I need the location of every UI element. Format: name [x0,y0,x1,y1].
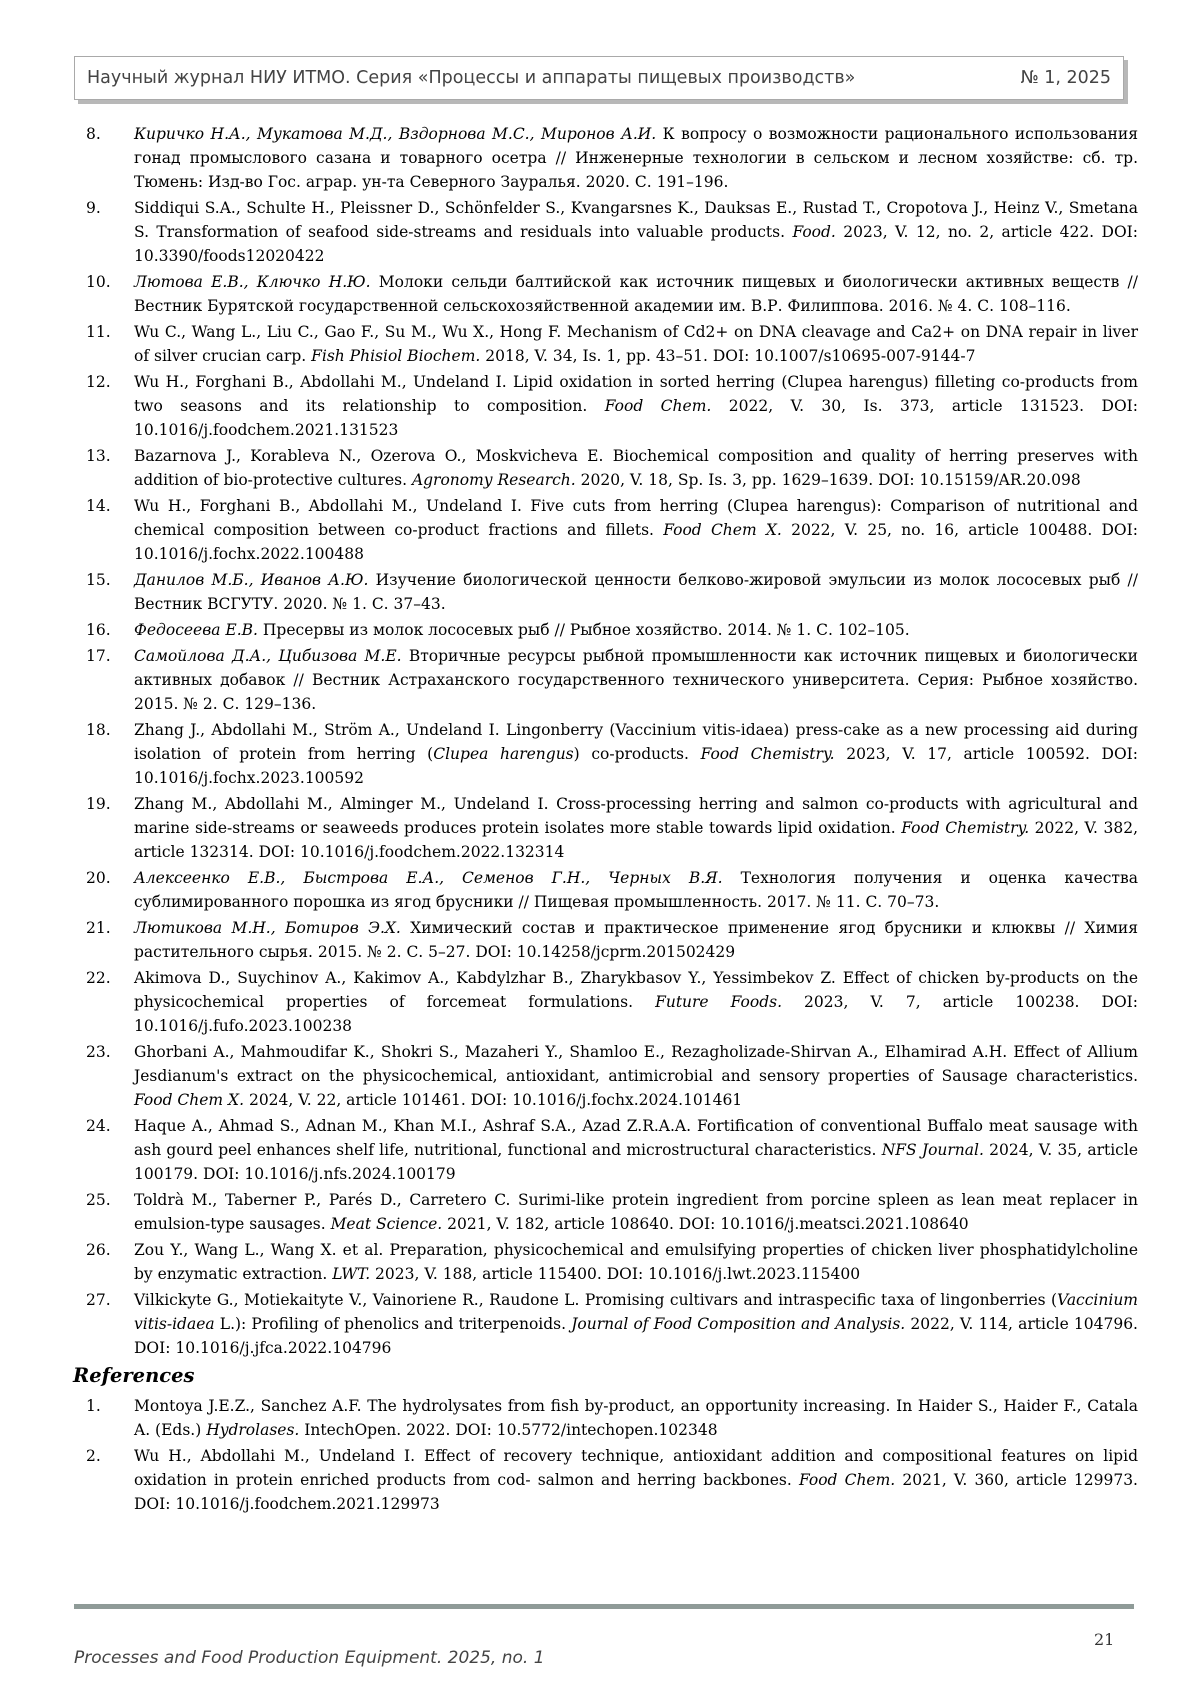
reference-number: 15. [86,568,111,592]
reference-details: 2022, V. 382, article 132314. DOI: 10.1016/j.foodchem.2022.132314 [134,819,1138,861]
reference-details: IntechOpen. 2022. DOI: 10.5772/intechopen.102348 [299,1421,717,1439]
reference-authors: Киричко Н.А., Мукатова М.Д., Вздорнова М.С., Миронов А.И. [134,125,656,143]
reference-number: 19. [86,792,111,816]
reference-item [74,122,1138,194]
reference-text: Zou Y., Wang L., Wang X. et al. Preparation, physicochemical and emulsifying properties of chicken liver phosphatidylcholine by enzymatic extraction. [134,1241,1138,1283]
reference-details: 2024, V. 35, article 100179. DOI: 10.1016/j.nfs.2024.100179 [134,1141,1138,1183]
journal-title: Научный журнал НИУ ИТМО. Серия «Процессы и аппараты пищевых производств» [87,68,855,88]
reference-number: 13. [86,444,111,468]
reference-text: Изучение биологической ценности белково-жировой эмульсии из молок лососевых рыб // Вестник ВСГУТУ. 2020. № 1. С. 37–43. [134,571,1138,613]
page-number: 21 [1094,1630,1114,1649]
reference-authors: Самойлова Д.А., Цибизова М.Е. [134,647,402,665]
reference-item [74,1444,1138,1516]
reference-list-en [74,1394,1138,1516]
reference-journal: Food Chem. [799,1471,895,1489]
reference-journal: Food Chem X. [663,521,782,539]
reference-item [74,916,1138,964]
reference-item [74,792,1138,864]
references-heading: References [73,1362,1138,1390]
reference-text: Технология получения и оценка качества сублимированного порошка из ягод брусники // Пищевая промышленность. 2017. № 11. С. 70–73. [134,869,1138,911]
footer-journal-title: Processes and Food Production Equipment. 2025, no. 1 [74,1648,545,1668]
reference-item [74,618,1138,642]
reference-text: Zhang M., Abdollahi M., Alminger M., Undeland I. Cross-processing herring and salmon co-products with agricultural and marine side-streams or seaweeds produces protein isolates more stable towards lipid oxidation. [134,795,1138,837]
reference-text: ) co-products. [574,745,701,763]
reference-journal: Food Chem X. [134,1091,244,1109]
reference-item [74,1188,1138,1236]
reference-item [74,866,1138,914]
reference-text: Вторичные ресурсы рыбной промышленности как источник пищевых и биологически активных добавок // Вестник Астраханского государственного технического университета. Серия: Рыбное хозяйство. 2015. № 2. С. 129–136. [134,647,1138,713]
reference-text: Wu H., Abdollahi M., Undeland I. Effect of recovery technique, antioxidant addition and compositional features on lipid oxidation in protein enriched products from cod- salmon and herring backbones. [134,1447,1138,1489]
reference-authors: Лютикова М.Н., Ботиров Э.Х. [134,919,401,937]
issue-number: № 1, 2025 [1020,68,1111,88]
reference-number: 12. [86,370,111,394]
reference-number: 27. [86,1288,111,1312]
reference-item [74,1394,1138,1442]
reference-details: 2022, V. 114, article 104796. DOI: 10.1016/j.jfca.2022.104796 [134,1315,1138,1357]
reference-item [74,320,1138,368]
reference-number: 20. [86,866,111,890]
reference-number: 25. [86,1188,111,1212]
reference-journal: Journal of Food Composition and Analysis. [571,1315,905,1333]
reference-text: L.): Profiling of phenolics and triterpenoids. [215,1315,572,1333]
reference-item [74,370,1138,442]
reference-journal: Hydrolases. [206,1421,299,1439]
reference-authors: Лютова Е.В., Ключко Н.Ю. [134,273,371,291]
reference-number: 21. [86,916,111,940]
reference-item [74,1114,1138,1186]
reference-text: Siddiqui S.A., Schulte H., Pleissner D., Schönfelder S., Kvangarsnes K., Dauksas E., Rustad T., Cropotova J., Heinz V., Smetana S. Transformation of seafood side-streams and residuals into valuable products. [134,199,1138,241]
reference-text: Montoya J.E.Z., Sanchez A.F. The hydrolysates from fish by-product, an opportunity increasing. In Haider S., Haider F., Catala A. (Eds.) [134,1397,1138,1439]
reference-details: 2022, V. 25, no. 16, article 100488. DOI: 10.1016/j.fochx.2022.100488 [134,521,1138,563]
reference-item [74,966,1138,1038]
reference-item [74,494,1138,566]
reference-species: Vaccinium vitis-idaea [134,1291,1138,1333]
reference-authors: Данилов М.Б., Иванов А.Ю. [134,571,368,589]
reference-text: Молоки сельди балтийской как источник пищевых и биологически активных веществ // Вестник Бурятской государственной сельскохозяйственной академии им. В.Р. Филиппова. 2016. № 4. С. 108–116. [134,273,1138,315]
reference-number: 9. [86,196,101,220]
reference-number: 18. [86,718,111,742]
reference-journal: LWT. [332,1265,370,1283]
running-header [74,56,1124,100]
reference-number: 14. [86,494,111,518]
reference-number: 16. [86,618,111,642]
footer-rule [74,1604,1134,1609]
reference-details: 2020, V. 18, Sp. Is. 3, pp. 1629–1639. DOI: 10.15159/AR.20.098 [576,471,1081,489]
reference-number: 24. [86,1114,111,1138]
reference-number: 1. [86,1394,101,1418]
reference-item [74,718,1138,790]
reference-text: Wu C., Wang L., Liu C., Gao F., Su M., Wu X., Hong F. Mechanism of Cd2+ on DNA cleavage and Ca2+ on DNA repair in liver of silver crucian carp. [134,323,1138,365]
reference-text: К вопросу о возможности рационального использования гонад промыслового сазана и товарного осетра // Инженерные технологии в сельском и лесном хозяйстве: сб. тр. Тюмень: Изд-во Гос. аграр. ун-та Северного Зауралья. 2020. С. 191–196. [134,125,1138,191]
reference-journal: Future Foods. [655,993,782,1011]
reference-journal: Food Chemistry. [701,745,835,763]
reference-text: Химический состав и практическое применение ягод брусники и клюквы // Химия растительного сырья. 2015. № 2. С. 5–27. DOI: 10.14258/jcprm.201502429 [134,919,1138,961]
reference-text: Bazarnova J., Korableva N., Ozerova O., Moskvicheva E. Biochemical composition and quality of herring preserves with addition of bio-protective cultures. [134,447,1138,489]
reference-details: 2023, V. 17, article 100592. DOI: 10.1016/j.fochx.2023.100592 [134,745,1138,787]
reference-text: Пресервы из молок лососевых рыб // Рыбное хозяйство. 2014. № 1. С. 102–105. [258,621,910,639]
reference-number: 17. [86,644,111,668]
reference-authors: Алексеенко Е.В., Быстрова Е.А., Семенов Г.Н., Черных В.Я. [134,869,723,887]
reference-details: 2024, V. 22, article 101461. DOI: 10.1016/j.fochx.2024.101461 [244,1091,742,1109]
reference-details: 2018, V. 34, Is. 1, pp. 43–51. DOI: 10.1007/s10695-007-9144-7 [480,347,975,365]
reference-item [74,568,1138,616]
reference-journal: Food Chemistry. [901,819,1029,837]
reference-item [74,196,1138,268]
reference-text: Toldrà M., Taberner P., Parés D., Carretero C. Surimi-like protein ingredient from porcine spleen as lean meat replacer in emulsion-type sausages. [134,1191,1138,1233]
reference-details: 2023, V. 188, article 115400. DOI: 10.1016/j.lwt.2023.115400 [370,1265,860,1283]
reference-journal: Food. [792,223,835,241]
reference-number: 8. [86,122,101,146]
reference-text: Akimova D., Suychinov A., Kakimov A., Kabdylzhar B., Zharykbasov Y., Yessimbekov Z. Effect of chicken by-products on the physicochemical properties of forcemeat formulations. [134,969,1138,1011]
reference-item [74,1238,1138,1286]
reference-species: Clupea harengus [433,745,573,763]
reference-text: Ghorbani A., Mahmoudifar K., Shokri S., Mazaheri Y., Shamloo E., Rezagholizade-Shirvan A., Elhamirad A.H. Effect of Allium Jesdianum's extract on the physicochemical, antioxidant, antimicrobial and sensory properties of Sausage characteristics. [134,1043,1138,1085]
reference-text: Haque A., Ahmad S., Adnan M., Khan M.I., Ashraf S.A., Azad Z.R.A.A. Fortification of conventional Buffalo meat sausage with ash gourd peel enhances shelf life, nutritional, functional and microstructural characteristics. [134,1117,1138,1159]
reference-authors: Федосеева Е.В. [134,621,258,639]
reference-number: 23. [86,1040,111,1064]
reference-number: 22. [86,966,111,990]
reference-journal: Fish Phisiol Biochem. [311,347,480,365]
reference-journal: NFS Journal. [882,1141,984,1159]
reference-details: 2022, V. 30, Is. 373, article 131523. DOI: 10.1016/j.foodchem.2021.131523 [134,397,1138,439]
reference-item [74,270,1138,318]
reference-number: 2. [86,1444,101,1468]
reference-number: 26. [86,1238,111,1262]
reference-text: Vilkickyte G., Motiekaityte V., Vainoriene R., Raudone L. Promising cultivars and intraspecific taxa of lingonberries ( [134,1291,1057,1309]
reference-details: 2021, V. 360, article 129973. DOI: 10.1016/j.foodchem.2021.129973 [134,1471,1138,1513]
reference-item [74,644,1138,716]
reference-text: Wu H., Forghani B., Abdollahi M., Undeland I. Lipid oxidation in sorted herring (Clupea harengus) filleting co-products from two seasons and its relationship to composition. [134,373,1138,415]
reference-details: 2023, V. 12, no. 2, article 422. DOI: 10.3390/foods12020422 [134,223,1138,265]
reference-item [74,1288,1138,1360]
reference-journal: Agronomy Research. [412,471,576,489]
reference-number: 11. [86,320,111,344]
reference-details: 2023, V. 7, article 100238. DOI: 10.1016/j.fufo.2023.100238 [134,993,1138,1035]
reference-section [74,122,1138,1518]
reference-journal: Food Chem. [605,397,712,415]
reference-number: 10. [86,270,111,294]
reference-text: Wu H., Forghani B., Abdollahi M., Undeland I. Five cuts from herring (Clupea harengus): Comparison of nutritional and chemical composition between co-product fractions and fillets. [134,497,1138,539]
reference-list-ru [74,122,1138,1360]
reference-text: Zhang J., Abdollahi M., Ström A., Undeland I. Lingonberry (Vaccinium vitis-idaea) press-cake as a new processing aid during isolation of protein from herring ( [134,721,1138,763]
reference-item [74,444,1138,492]
reference-item [74,1040,1138,1112]
reference-journal: Meat Science. [331,1215,443,1233]
reference-details: 2021, V. 182, article 108640. DOI: 10.1016/j.meatsci.2021.108640 [442,1215,968,1233]
